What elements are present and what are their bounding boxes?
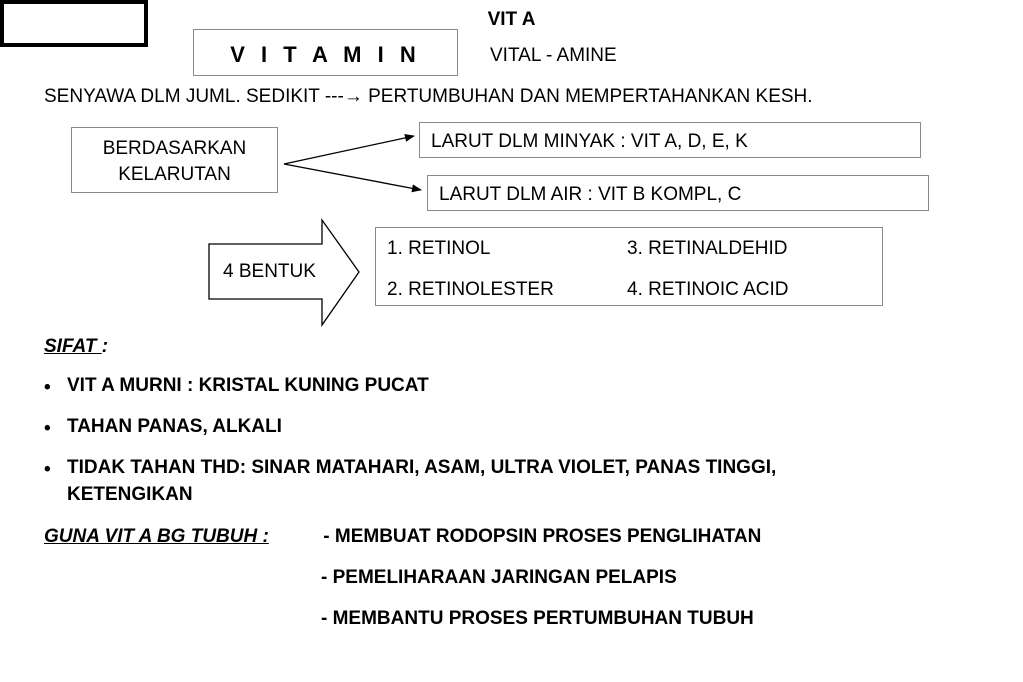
bullet-icon: • (44, 418, 51, 439)
bullet-icon: • (44, 377, 51, 398)
forms-box (375, 227, 883, 306)
title-text: V I T A M I N (230, 42, 421, 67)
block-arrow-label: 4 BENTUK (223, 261, 316, 282)
sifat-heading-colon: : (101, 336, 109, 357)
solubility-label-line1: BERDASARKAN (102, 138, 247, 159)
oil-soluble-box (419, 122, 921, 158)
definition-text: SENYAWA DLM JUML. SEDIKIT ---→ PERTUMBUHAN DAN MEMPERTAHANKAN KESH. (44, 86, 813, 107)
guna-item: - MEMBUAT RODOPSIN PROSES PENGLIHATAN (318, 526, 762, 547)
subtitle: VITAL - AMINE (490, 45, 617, 66)
form-item: 2. RETINOLESTER (387, 279, 554, 300)
solubility-label-line2: KELARUTAN (118, 164, 231, 185)
form-item: 1. RETINOL (387, 238, 491, 259)
sifat-heading-label: SIFAT (44, 336, 102, 357)
arrow-to-oil (284, 136, 414, 164)
water-soluble-box (427, 175, 929, 211)
form-item: 3. RETINALDEHID (627, 238, 788, 259)
form-item: 4. RETINOIC ACID (627, 279, 789, 300)
sifat-item-continuation: KETENGIKAN (67, 484, 193, 505)
vit-a-label: VIT A (487, 9, 536, 30)
guna-item: - PEMELIHARAAN JARINGAN PELAPIS (321, 567, 677, 588)
sifat-item: TIDAK TAHAN THD: SINAR MATAHARI, ASAM, ULTRA VIOLET, PANAS TINGGI, (67, 457, 777, 478)
guna-heading: GUNA VIT A BG TUBUH : (44, 526, 269, 547)
bullet-icon: • (44, 459, 51, 480)
sifat-item: TAHAN PANAS, ALKALI (67, 416, 282, 437)
water-soluble-text: LARUT DLM AIR : VIT B KOMPL, C (439, 184, 742, 205)
guna-item: - MEMBANTU PROSES PERTUMBUHAN TUBUH (321, 608, 754, 629)
arrow-to-water (284, 164, 421, 190)
sifat-item: VIT A MURNI : KRISTAL KUNING PUCAT (67, 375, 429, 396)
sifat-heading (44, 337, 108, 356)
oil-soluble-text: LARUT DLM MINYAK : VIT A, D, E, K (431, 131, 748, 152)
